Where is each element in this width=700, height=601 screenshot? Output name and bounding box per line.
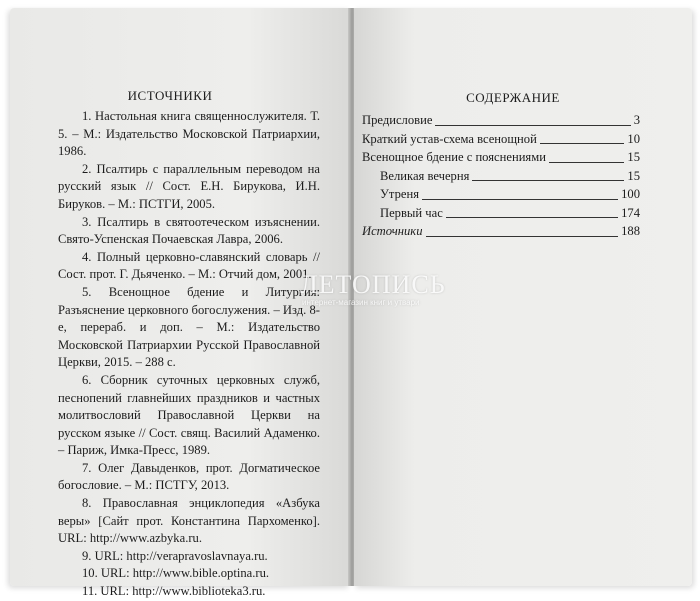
sources-list: [58, 108, 320, 601]
reference-item: 5. Всенощное бдение и Литургия: Разъяснение церковного богослужения. – Изд. 8-е, перераб. и доп. – М.: Издательство Московской Патриархии Русской Православной Церкви, 2015. – 288 с.: [58, 284, 320, 370]
toc-entry: [362, 111, 640, 130]
toc-entry-page: 188: [621, 224, 640, 238]
reference-item: 8. Православная энциклопедия «Азбука веры» [Сайт прот. Константина Пархоменко]. URL: http://www.azbyka.ru.: [58, 496, 320, 546]
toc-entry-page: 3: [633, 113, 640, 127]
toc-entry-label: Источники: [362, 224, 423, 238]
show-through-text: [70, 44, 300, 74]
reference-item: 9. URL: http://verapravoslavnaya.ru.: [82, 548, 268, 563]
toc-subentry: [362, 185, 640, 204]
toc-entry-page: 10: [627, 131, 640, 146]
toc-entry-page: 100: [621, 187, 640, 201]
watermark-subtitle: интернет-магазин книг и утвари: [302, 298, 420, 307]
toc-entry-label: Первый час: [380, 205, 443, 220]
sources-title: ИСТОЧНИКИ: [127, 88, 213, 103]
toc-entry-label: Предисловие: [362, 113, 433, 127]
contents-title: СОДЕРЖАНИЕ: [466, 90, 560, 105]
reference-item: 3. Псалтирь в святоотеческом изъяснении. Свято-Успенская Почаевская Лавра, 2006.: [58, 214, 320, 247]
toc-leader: [422, 189, 618, 200]
toc-leader: [472, 170, 624, 181]
reference-item: 7. Олег Давыденков, прот. Догматическое богословие. – М.: ПСТГУ, 2013.: [58, 460, 320, 493]
toc-leader: [426, 226, 619, 237]
reference-item: 6. Сборник суточных церковных служб, песнопений главнейших праздников и частных молитвословий Православной Церкви на русском языке // Сост. свящ. Василий Адаменко. – Париж, Имка-Пресс, 1989.: [58, 372, 320, 458]
toc-leader: [540, 133, 625, 144]
toc-entry-label: Великая вечерня: [380, 168, 470, 183]
toc-entry-page: 174: [621, 205, 640, 220]
toc-subentry: [362, 167, 640, 186]
reference-item: 11. URL: http://www.biblioteka3.ru.: [82, 584, 266, 599]
toc-subentry: [362, 204, 640, 223]
toc-leader: [549, 152, 624, 163]
toc-entry-page: 15: [627, 150, 640, 164]
reference-item: 4. Полный церковно-славянский словарь // Сост. прот. Г. Дьяченко. – М.: Отчий дом, 2001.: [58, 249, 320, 282]
table-of-contents: [362, 111, 640, 241]
toc-entry-label: Краткий устав-схема всенощной: [362, 131, 537, 146]
watermark-logo: ЛЕТОПИСЬ: [300, 270, 446, 299]
toc-entry: [362, 148, 640, 167]
reference-item: 10. URL: http://www.bible.optina.ru.: [82, 566, 270, 581]
toc-entry-label: Всенощное бдение с пояснениями: [362, 150, 546, 164]
watermark: [300, 270, 500, 307]
reference-item: 2. Псалтирь с параллельным переводом на русский язык // Сост. Е.Н. Бирукова, И.Н. Бируков. – М.: ПСТГИ, 2005.: [58, 161, 320, 211]
toc-entry: [362, 222, 640, 241]
toc-entry: [362, 130, 640, 149]
toc-leader: [446, 207, 618, 218]
toc-entry-label: Утреня: [380, 187, 419, 201]
toc-entry-page: 15: [627, 168, 640, 183]
reference-item: 1. Настольная книга священнослужителя. Т. 5. – М.: Издательство Московской Патриархии, 1986.: [58, 109, 320, 159]
toc-leader: [435, 115, 630, 126]
